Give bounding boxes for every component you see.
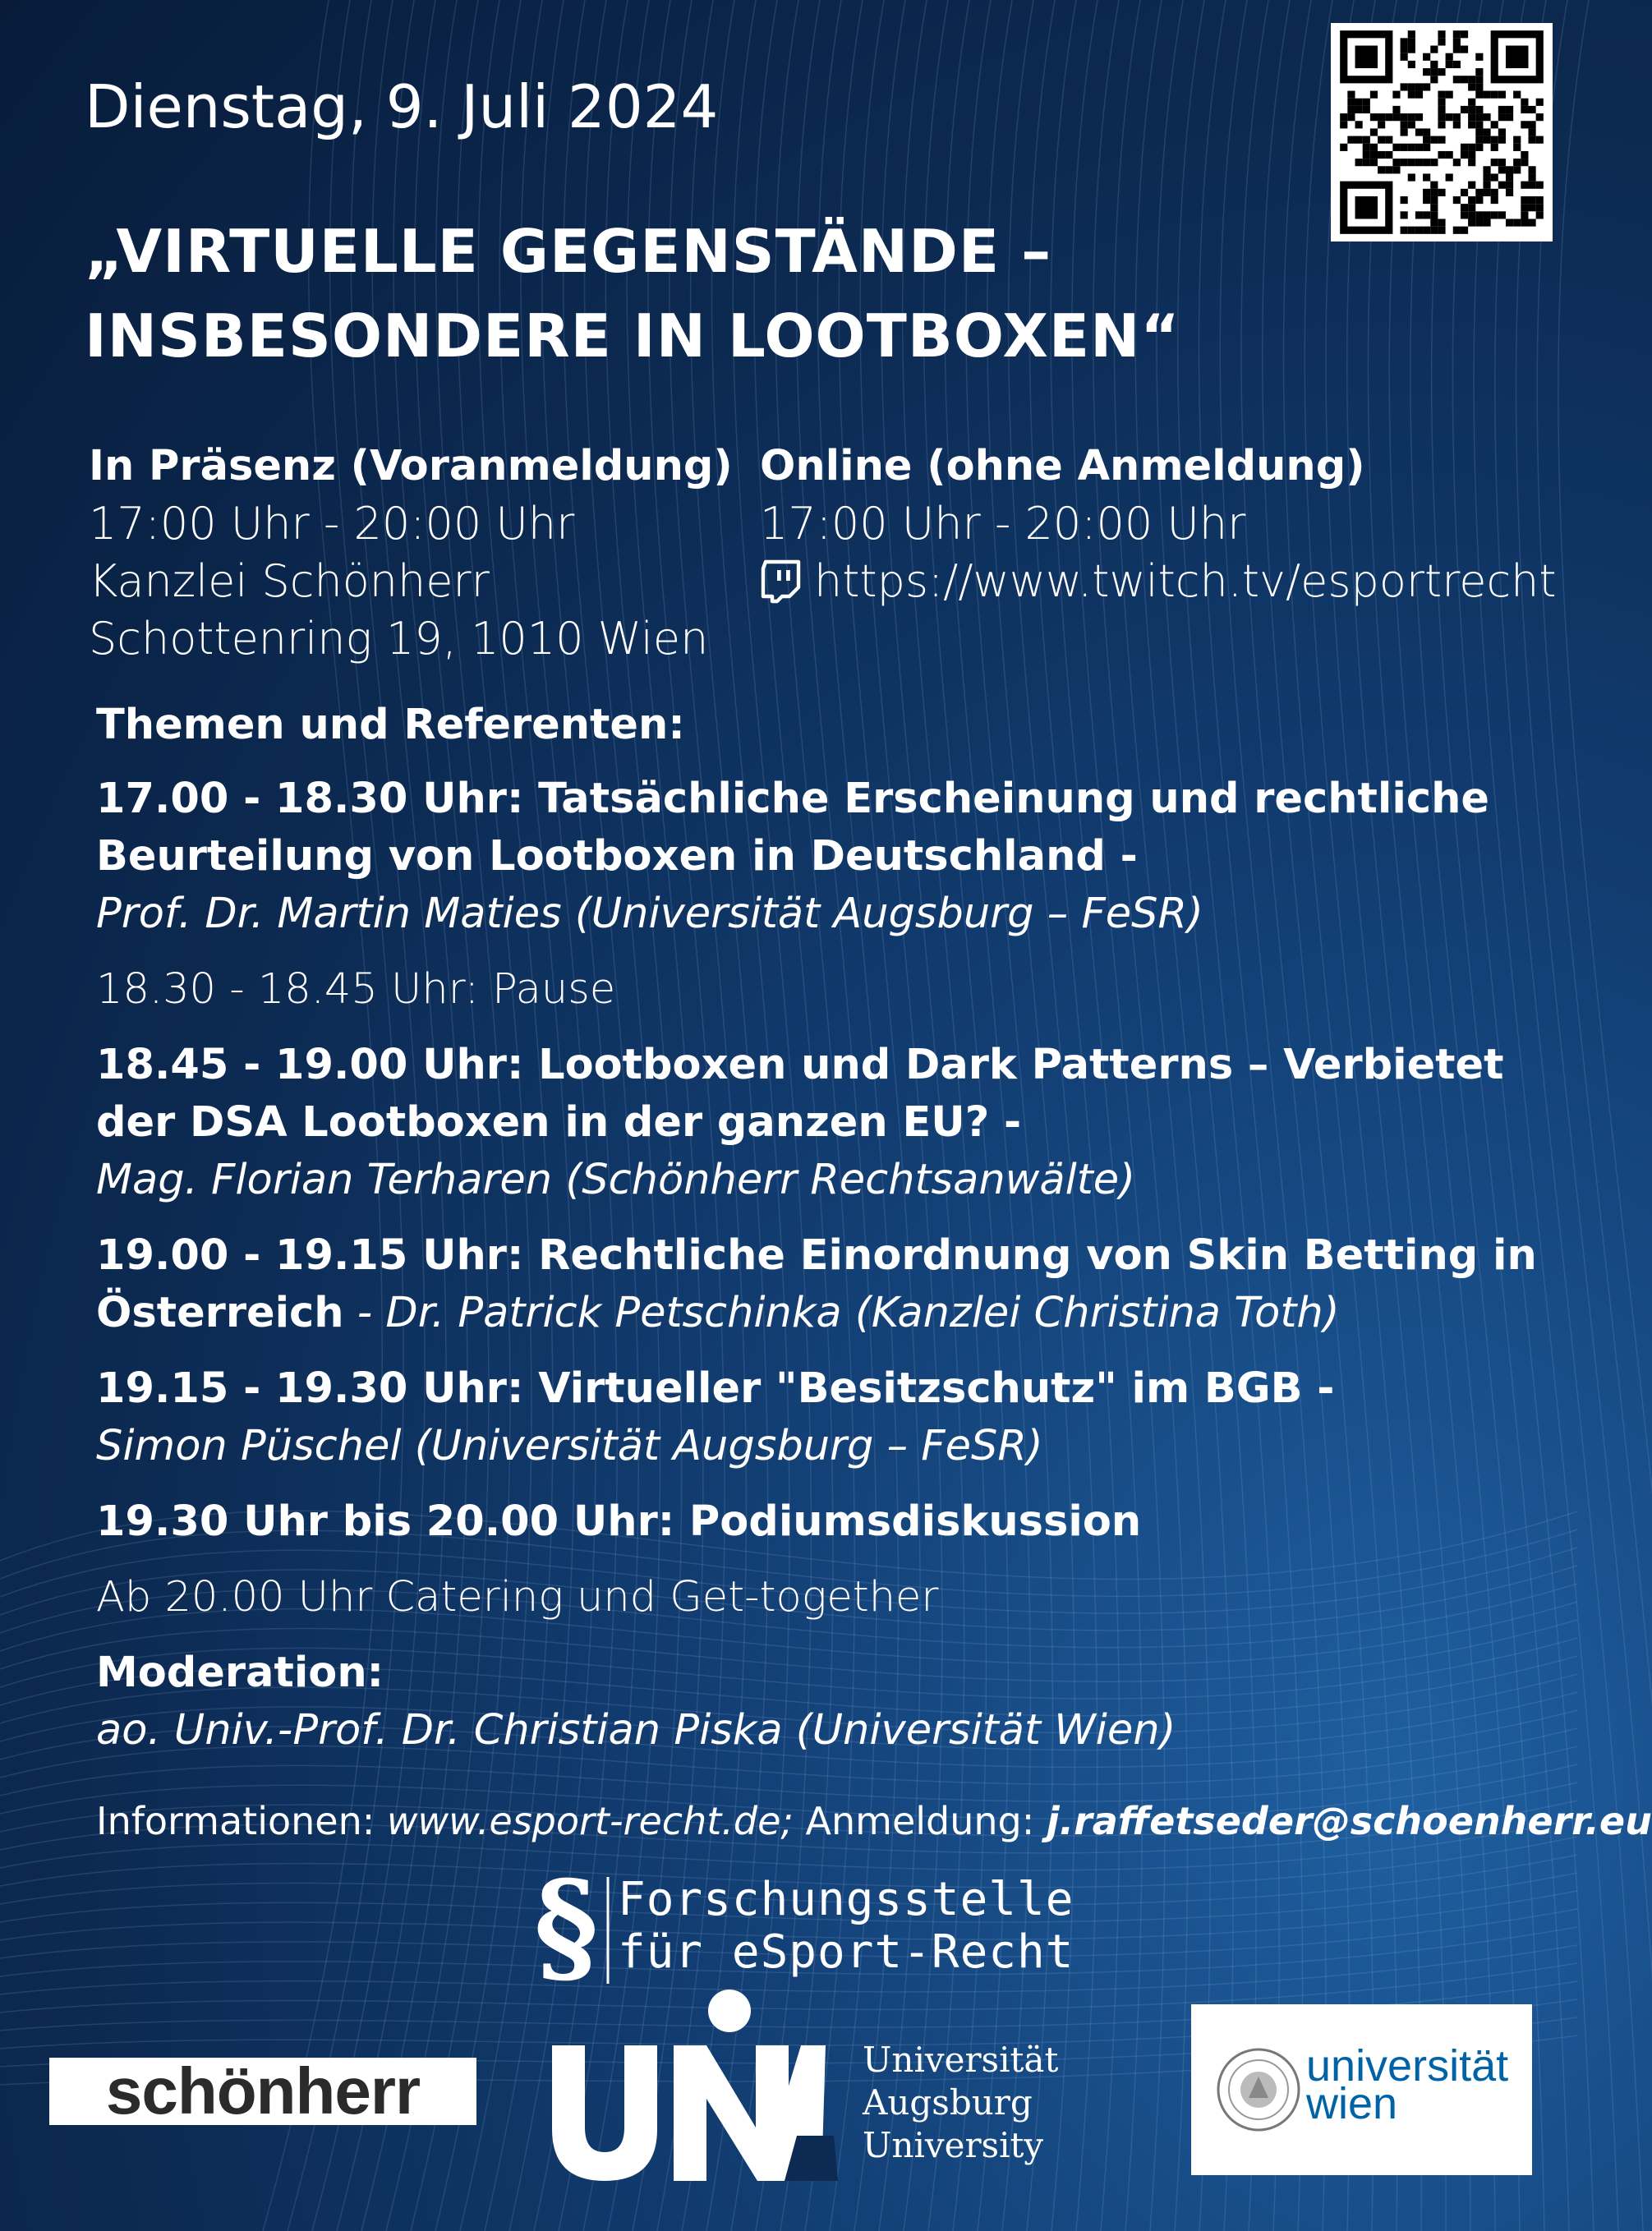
twitch-icon [760, 560, 801, 603]
program-item-2-speaker: Mag. Florian Terharen (Schönherr Rechtsanwälte) [96, 1156, 1136, 1204]
program-item-4-title: 19.15 - 19.30 Uhr: Virtueller "Besitzschutz" im BGB - [96, 1364, 1335, 1413]
augsburg-logo-mark [550, 1988, 846, 2185]
online-block [760, 438, 1557, 610]
program-item-1-title-line2: Beurteilung von Lootboxen in Deutschland - [96, 832, 1138, 881]
program-item-3-speaker: - Dr. Patrick Petschinka (Kanzlei Christina Toth) [343, 1289, 1340, 1337]
in-person-heading: In Präsenz (Voranmeldung) [89, 442, 733, 490]
augsburg-logo [550, 1988, 1059, 2188]
fesr-logo-line2: für eSport-Recht [618, 1925, 1074, 1979]
program-item-3-title-line2: Österreich [96, 1289, 344, 1337]
title-line-1: „VIRTUELLE GEGENSTÄNDE – [85, 217, 1052, 286]
in-person-time: 17:00 Uhr - 20:00 Uhr [89, 498, 575, 550]
moderator-name: ao. Univ.-Prof. Dr. Christian Piska (Universität Wien) [96, 1706, 1176, 1755]
event-date: Dienstag, 9. Juli 2024 [85, 72, 719, 141]
augsburg-logo-line1: Universität [863, 2040, 1059, 2080]
fesr-logo [526, 1854, 1134, 1999]
program-item-2-title-line2: der DSA Lootboxen in der ganzen EU? - [96, 1098, 1022, 1147]
svg-text:§: § [534, 1854, 599, 1999]
program-item-1-title-line1: 17.00 - 18.30 Uhr: Tatsächliche Erscheinung und rechtliche [96, 775, 1490, 823]
program-item-2-title-line1: 18.45 - 19.00 Uhr: Lootboxen und Dark Patterns – Verbietet [96, 1041, 1504, 1089]
uni-wien-logo-line2: wien [1306, 2079, 1398, 2128]
program-heading: Themen und Referenten: [96, 701, 685, 749]
program [96, 697, 1558, 1778]
moderation-block [96, 1644, 1558, 1760]
registration-email-link[interactable]: j.raffetseder@schoenherr.eu [1046, 1799, 1652, 1843]
info-label: Informationen: [96, 1799, 387, 1843]
background-line [1558, 0, 1652, 2231]
twitch-link[interactable]: https://www.twitch.tv/esportrecht [814, 555, 1557, 607]
uni-wien-seal-icon [1216, 2047, 1301, 2132]
program-item-3-title-line1: 19.00 - 19.15 Uhr: Rechtliche Einordnung von Skin Betting in [96, 1231, 1537, 1280]
title-line-2: INSBESONDERE IN LOOTBOXEN“ [85, 301, 1180, 370]
program-item-3 [96, 1227, 1558, 1342]
program-break: 18.30 - 18.45 Uhr: Pause [96, 965, 616, 1014]
event-title [85, 209, 1180, 379]
registration-label: Anmeldung: [793, 1799, 1047, 1843]
program-item-4 [96, 1360, 1558, 1475]
program-item-2 [96, 1037, 1558, 1209]
online-time: 17:00 Uhr - 20:00 Uhr [760, 498, 1246, 550]
qr-code-image [1331, 23, 1553, 242]
fesr-logo-line1: Forschungsstelle [618, 1873, 1074, 1926]
uni-wien-logo-line1: universität [1306, 2041, 1509, 2091]
program-catering: Ab 20.00 Uhr Catering und Get-together [96, 1573, 939, 1622]
in-person-venue: Kanzlei Schönherr [89, 555, 490, 607]
in-person-block [89, 438, 733, 668]
moderation-heading: Moderation: [96, 1649, 384, 1697]
qr-code[interactable] [1331, 23, 1553, 242]
program-item-4-speaker: Simon Püschel (Universität Augsburg – FeSR) [96, 1422, 1043, 1470]
program-panel: 19.30 Uhr bis 20.00 Uhr: Podiumsdiskussion [96, 1497, 1142, 1546]
twitch-link-row[interactable] [760, 553, 1557, 610]
schoenherr-logo [49, 2054, 476, 2128]
online-heading: Online (ohne Anmeldung) [760, 442, 1365, 490]
augsburg-logo-line3: University [863, 2125, 1044, 2165]
in-person-address: Schottenring 19, 1010 Wien [89, 613, 709, 665]
program-item-1 [96, 770, 1558, 943]
uni-wien-logo [1191, 2004, 1532, 2175]
info-website-link[interactable]: www.esport-recht.de; [386, 1799, 794, 1843]
schoenherr-logo-text: schönherr [105, 2054, 421, 2128]
augsburg-logo-line2: Augsburg [863, 2082, 1033, 2123]
info-line [96, 1799, 1652, 1843]
program-item-1-speaker: Prof. Dr. Martin Maties (Universität Augsburg – FeSR) [96, 890, 1203, 938]
